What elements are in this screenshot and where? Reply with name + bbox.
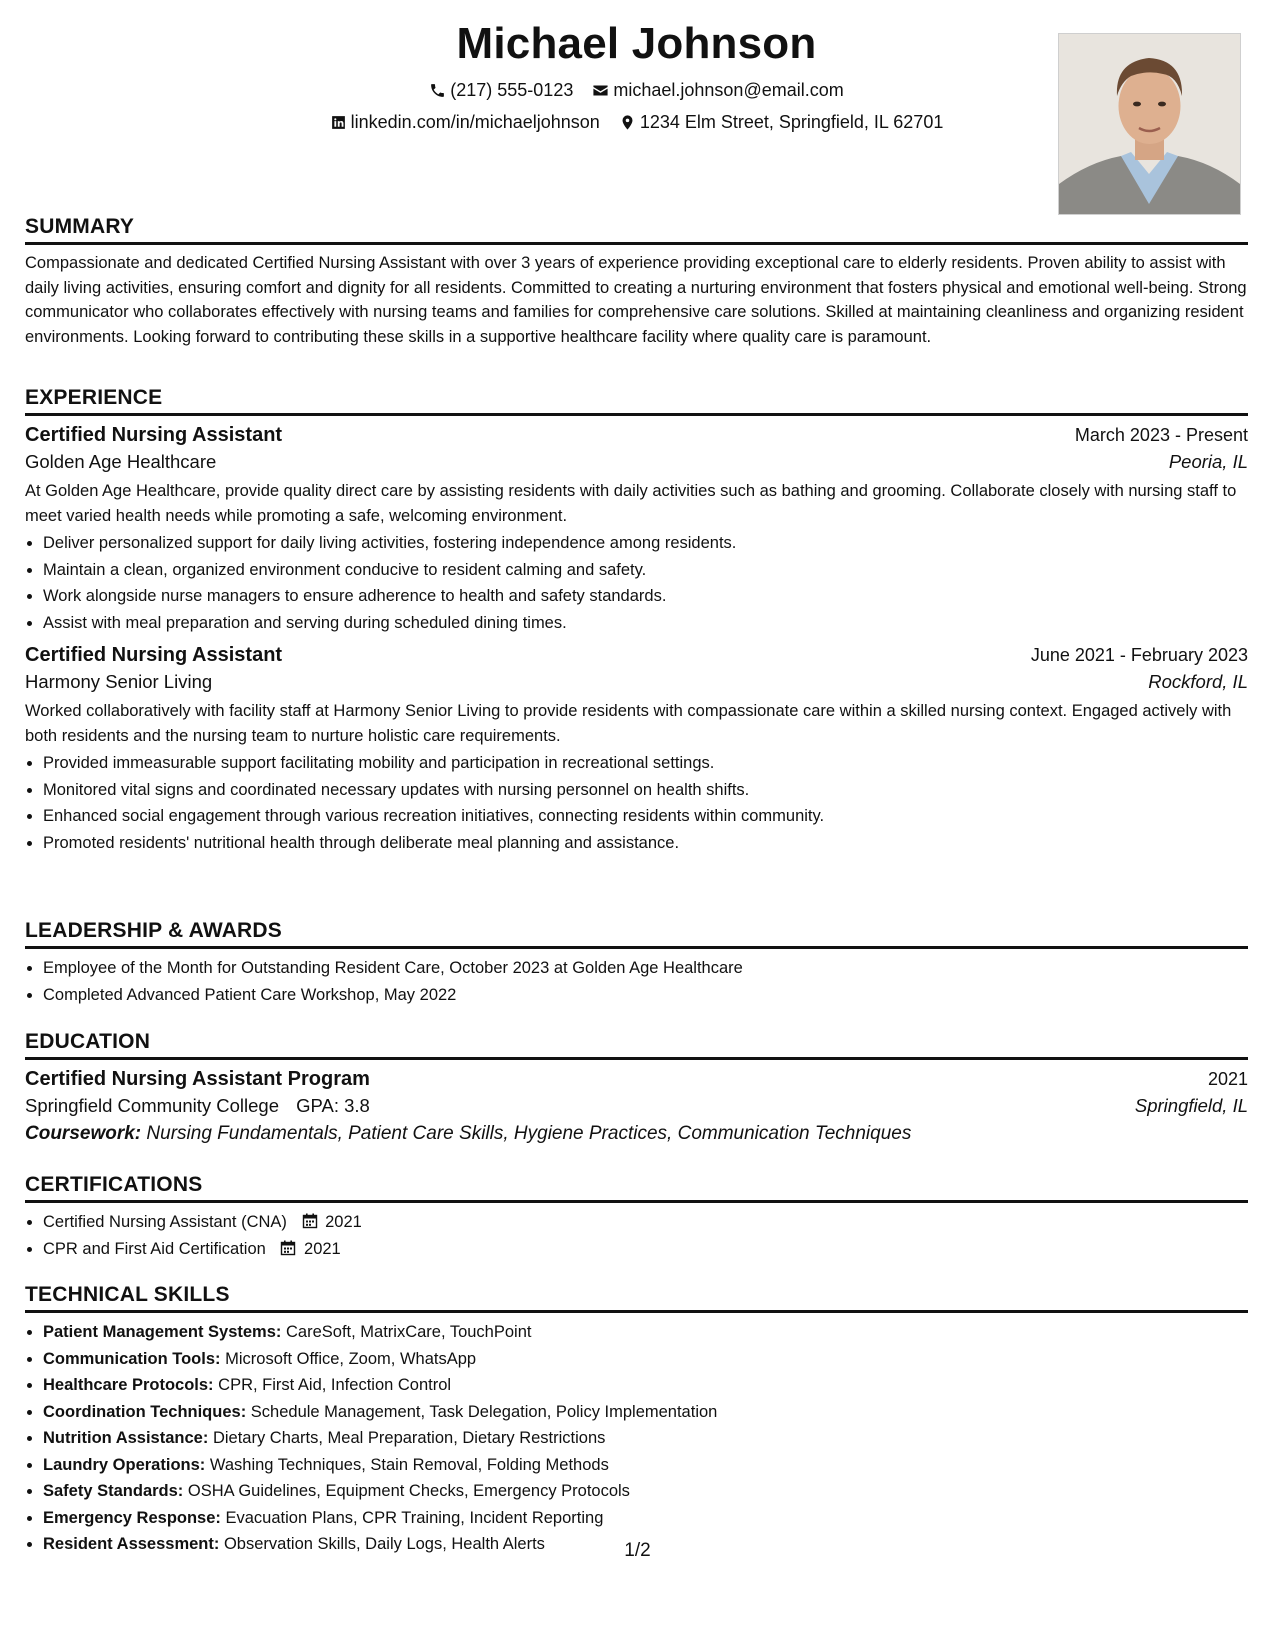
section-title: CERTIFICATIONS — [25, 1173, 1248, 1203]
list-item: • Assist with meal preparation and serving during scheduled dining times. — [43, 610, 1248, 637]
job-bullets — [25, 750, 1248, 856]
resume-page — [25, 0, 1248, 1553]
list-item — [43, 1478, 1248, 1505]
skill-label: Patient Management Systems: — [43, 1323, 282, 1341]
job-location: Rockford, IL — [1148, 671, 1248, 692]
skill-label: Communication Tools: — [43, 1349, 221, 1368]
education-section — [25, 1030, 1248, 1145]
list-item — [43, 1319, 1248, 1346]
certifications-section — [25, 1173, 1248, 1262]
list-item — [43, 1425, 1248, 1452]
skill-label: Laundry Operations: — [43, 1455, 206, 1474]
list-item: • Promoted residents' nutritional health through deliberate meal planning and assistance. — [43, 830, 1248, 857]
email-item[interactable] — [592, 80, 843, 101]
school-location: Springfield, IL — [1134, 1095, 1248, 1116]
section-title: EDUCATION — [25, 1030, 1248, 1060]
map-pin-icon — [619, 114, 636, 131]
phone-icon — [429, 82, 446, 99]
skill-value: Microsoft Office, Zoom, WhatsApp — [225, 1349, 477, 1368]
company-name: Harmony Senior Living — [25, 671, 213, 692]
page-number: 1/2 — [624, 1540, 651, 1561]
certification-list — [25, 1209, 1248, 1262]
linkedin-text: linkedin.com/in/michaeljohnson — [350, 112, 600, 132]
section-title: SUMMARY — [25, 215, 1248, 245]
skill-value: OSHA Guidelines, Equipment Checks, Emergency Protocols — [187, 1482, 630, 1500]
resume-header — [25, 0, 1248, 212]
address-text: 1234 Elm Street, Springfield, IL 62701 — [639, 112, 944, 132]
job-location: Peoria, IL — [1168, 451, 1248, 472]
list-item: • Completed Advanced Patient Care Workshop, May 2022 — [43, 982, 1248, 1009]
phone-item[interactable] — [429, 80, 573, 101]
job-bullets — [25, 530, 1248, 636]
skills-list — [25, 1319, 1248, 1558]
job-title: Certified Nursing Assistant — [25, 424, 283, 446]
skill-label: Nutrition Assistance: — [43, 1429, 209, 1447]
envelope-icon — [592, 82, 609, 99]
calendar-icon — [302, 1213, 318, 1229]
school-name: Springfield Community College — [25, 1095, 279, 1116]
list-item — [43, 1505, 1248, 1532]
skill-label: Safety Standards: — [43, 1482, 184, 1500]
phone-text: (217) 555-0123 — [450, 80, 574, 100]
skill-value: Evacuation Plans, CPR Training, Incident Reporting — [225, 1508, 604, 1527]
job-dates: March 2023 - Present — [1074, 425, 1248, 445]
leadership-section — [25, 919, 1248, 1008]
certification-year: 2021 — [325, 1213, 362, 1231]
section-title: TECHNICAL SKILLS — [25, 1283, 1248, 1313]
list-item — [43, 1346, 1248, 1373]
list-item — [43, 1209, 1248, 1236]
skill-value: Dietary Charts, Meal Preparation, Dietary Restrictions — [212, 1429, 606, 1447]
list-item: • Maintain a clean, organized environment conducive to resident calming and safety. — [43, 557, 1248, 584]
certification-year: 2021 — [304, 1239, 341, 1258]
job-entry — [25, 424, 1248, 636]
job-entry — [25, 644, 1248, 856]
job-title: Certified Nursing Assistant — [25, 644, 283, 666]
address-item — [619, 112, 944, 133]
skill-value: Observation Skills, Daily Logs, Health Alerts — [223, 1535, 545, 1553]
certification-name: Certified Nursing Assistant (CNA) — [43, 1213, 287, 1231]
candidate-name: Michael Johnson — [456, 19, 817, 68]
list-item — [43, 1452, 1248, 1479]
skill-label: Healthcare Protocols: — [43, 1376, 214, 1394]
linkedin-item[interactable] — [330, 112, 600, 133]
job-description: Worked collaboratively with facility staff at Harmony Senior Living to provide residents with compassionate care within a skilled nursing context. Engaged actively with both residents and the nursing team to nurture holistic care requirements. — [25, 702, 1232, 745]
coursework — [25, 1123, 1248, 1145]
skill-label: Coordination Techniques: — [43, 1402, 247, 1421]
award-list — [25, 955, 1248, 1008]
section-title: EXPERIENCE — [25, 386, 1248, 416]
list-item — [43, 1372, 1248, 1399]
experience-section — [25, 386, 1248, 856]
list-item — [43, 1399, 1248, 1426]
section-title: LEADERSHIP & AWARDS — [25, 919, 1248, 949]
profile-photo — [1058, 33, 1241, 215]
job-description: At Golden Age Healthcare, provide quality direct care by assisting residents with daily activities such as bathing and grooming. Collaborate closely with nursing staff to meet varied health needs while promoting a safe, welcoming environment. — [25, 482, 1237, 525]
company-name: Golden Age Healthcare — [25, 451, 217, 472]
certification-name: CPR and First Aid Certification — [43, 1239, 266, 1258]
list-item: • Monitored vital signs and coordinated necessary updates with nursing personnel on health shifts. — [43, 777, 1248, 804]
skill-label: Resident Assessment: — [43, 1535, 220, 1553]
skill-label: Emergency Response: — [43, 1508, 221, 1527]
calendar-icon — [280, 1240, 296, 1256]
email-text: michael.johnson@email.com — [613, 80, 844, 100]
skill-value: Washing Techniques, Stain Removal, Folding Methods — [209, 1455, 609, 1474]
graduation-year: 2021 — [1207, 1069, 1248, 1089]
skill-value: CPR, First Aid, Infection Control — [218, 1376, 452, 1394]
list-item: • Employee of the Month for Outstanding Resident Care, October 2023 at Golden Age Healthcare — [43, 955, 1248, 982]
list-item: • Enhanced social engagement through various recreation initiatives, connecting residents within community. — [43, 803, 1248, 830]
list-item: • Deliver personalized support for daily living activities, fostering independence among residents. — [43, 530, 1248, 557]
list-item: • Work alongside nurse managers to ensure adherence to health and safety standards. — [43, 583, 1248, 610]
summary-text: Compassionate and dedicated Certified Nursing Assistant with over 3 years of experience providing exceptional care to elderly residents. Proven ability to assist with daily living activities, ensuring comfort and dignity for all residents. Committed to creating a nurturing environment that fosters physical and emotional well-being. Strong communicator who collaborates effectively with nursing teams and families for comprehensive care solutions. Skilled at maintaining cleanliness and organizing resident environments. Looking forward to contributing these skills in a supportive healthcare facility where quality care is paramount. — [25, 254, 1247, 346]
skills-section — [25, 1283, 1248, 1558]
summary-section — [25, 215, 1248, 349]
job-dates: June 2021 - February 2023 — [1030, 645, 1248, 665]
skill-value: Schedule Management, Task Delegation, Policy Implementation — [250, 1402, 718, 1421]
coursework-label: Coursework: — [25, 1123, 142, 1144]
program-name: Certified Nursing Assistant Program — [25, 1068, 370, 1090]
list-item — [43, 1236, 1248, 1263]
coursework-text: Nursing Fundamentals, Patient Care Skills, Hygiene Practices, Communication Techniques — [146, 1123, 912, 1144]
linkedin-icon — [330, 114, 347, 131]
list-item: • Provided immeasurable support facilitating mobility and participation in recreational settings. — [43, 750, 1248, 777]
skill-value: CareSoft, MatrixCare, TouchPoint — [286, 1323, 532, 1341]
gpa: GPA: 3.8 — [296, 1095, 370, 1116]
